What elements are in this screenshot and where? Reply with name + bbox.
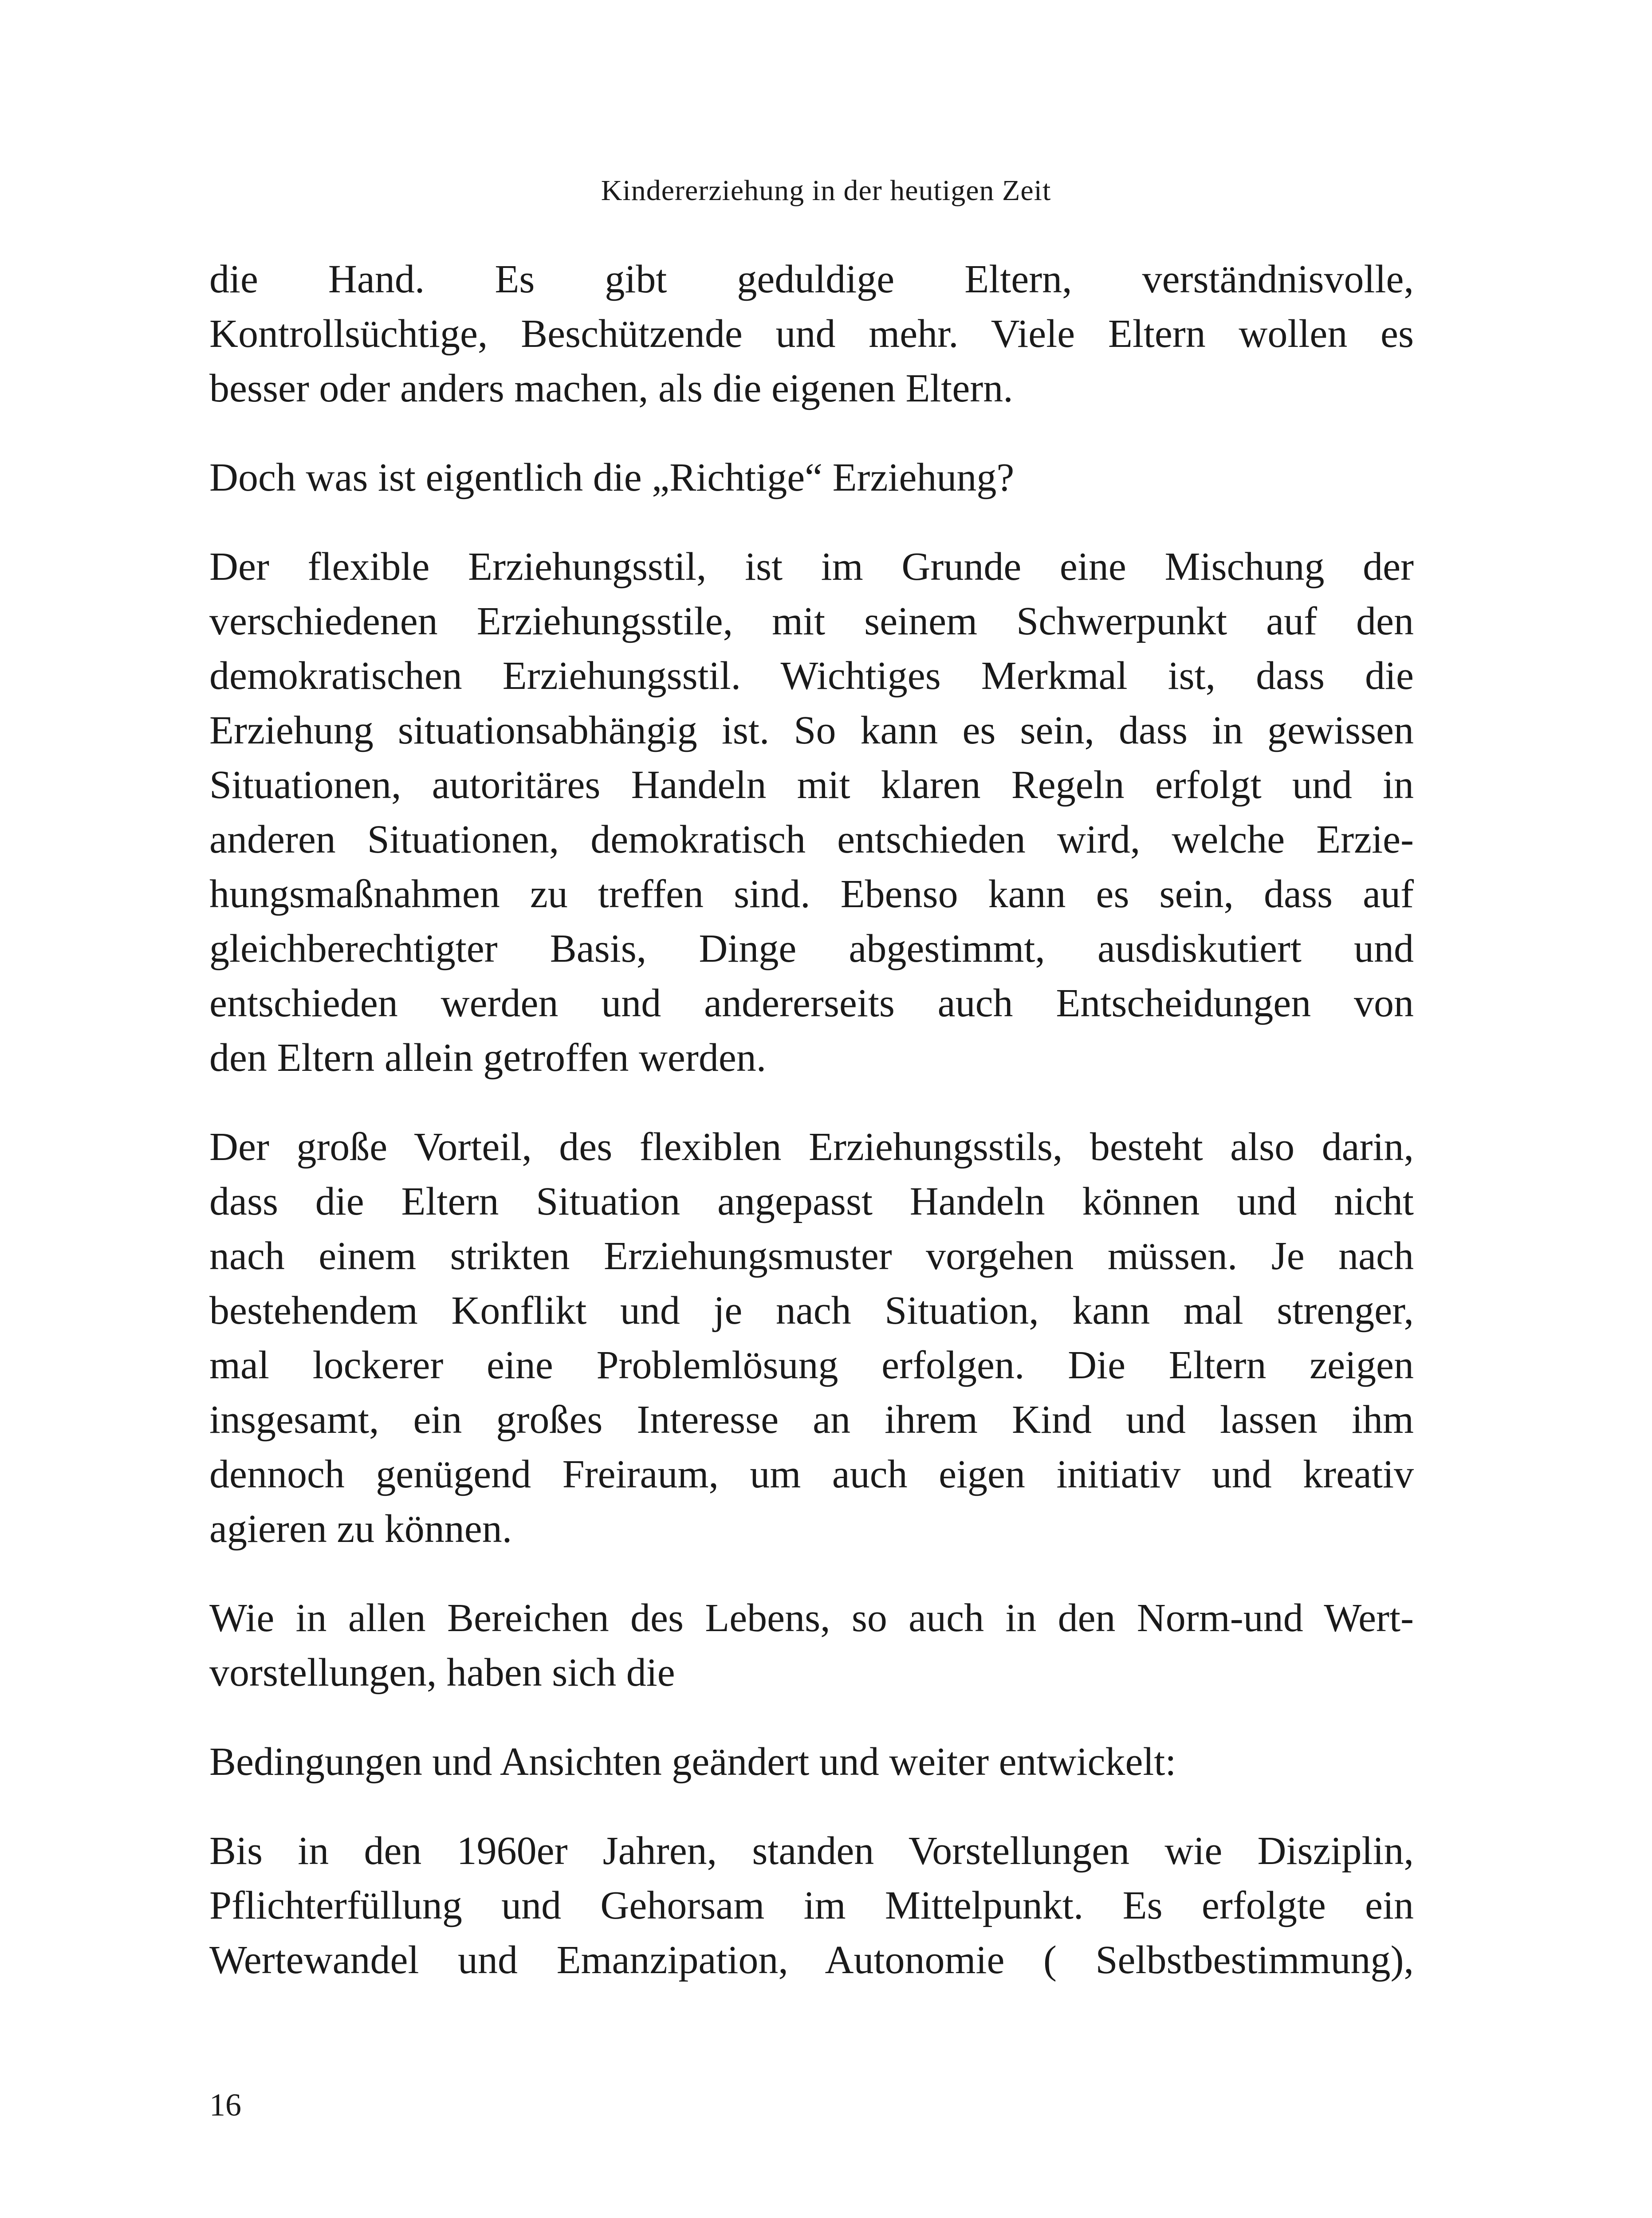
paragraph-7 — [209, 1824, 1414, 1987]
page-number: 16 — [209, 2087, 241, 2123]
paragraph-4 — [209, 1120, 1414, 1556]
text-line: demokratischen Erziehungsstil. Wichtiges Merkmal ist, dass die — [209, 654, 1414, 698]
running-head-title: Kindererziehung in der heutigen Zeit — [601, 174, 1051, 207]
text-line: Wie in allen Bereichen des Lebens, so auch in den Norm-und Wert- — [209, 1596, 1414, 1640]
text-line: die Hand. Es gibt geduldige Eltern, verständnisvolle, — [209, 257, 1414, 301]
paragraph-6 — [209, 1734, 1414, 1789]
text-line: Pflichterfüllung und Gehorsam im Mittelpunkt. Es erfolgte ein — [209, 1884, 1414, 1927]
text-line: Situationen, autoritäres Handeln mit klaren Regeln erfolgt und in — [209, 763, 1414, 807]
text-line: Bis in den 1960er Jahren, standen Vorstellungen wie Disziplin, — [209, 1829, 1414, 1873]
text-line: entschieden werden und andererseits auch Entscheidungen von — [209, 981, 1414, 1025]
text-line: agieren zu können. — [209, 1507, 512, 1551]
body-text — [209, 252, 1414, 2022]
paragraph-3 — [209, 539, 1414, 1085]
text-line: besser oder anders machen, als die eigenen Eltern. — [209, 366, 1013, 410]
text-line: verschiedenen Erziehungsstile, mit seinem Schwerpunkt auf den — [209, 599, 1414, 643]
text-line: hungsmaßnahmen zu treffen sind. Ebenso kann es sein, dass auf — [209, 872, 1414, 916]
text-line: vorstellungen, haben sich die — [209, 1651, 675, 1695]
text-line: Doch was ist eigentlich die „Richtige“ Erziehung? — [209, 456, 1015, 499]
text-line: gleichberechtigter Basis, Dinge abgestimmt, ausdiskutiert und — [209, 927, 1414, 971]
text-line: den Eltern allein getroffen werden. — [209, 1036, 767, 1080]
text-line: Kontrollsüchtige, Beschützende und mehr. Viele Eltern wollen es — [209, 312, 1414, 356]
text-line: Erziehung situationsabhängig ist. So kann es sein, dass in gewissen — [209, 708, 1414, 752]
text-line: nach einem strikten Erziehungsmuster vorgehen müssen. Je nach — [209, 1234, 1414, 1278]
text-line: insgesamt, ein großes Interesse an ihrem Kind und lassen ihm — [209, 1398, 1414, 1442]
text-line: mal lockerer eine Problemlösung erfolgen. Die Eltern zeigen — [209, 1343, 1414, 1387]
text-line: Wertewandel und Emanzipation, Autonomie ( Selbstbestimmung), — [209, 1938, 1414, 1982]
text-line: Bedingungen und Ansichten geändert und weiter entwickelt: — [209, 1740, 1176, 1784]
paragraph-1 — [209, 252, 1414, 416]
text-line: Der große Vorteil, des flexiblen Erziehungsstils, besteht also darin, — [209, 1125, 1414, 1169]
text-line: anderen Situationen, demokratisch entschieden wird, welche Erzie- — [209, 818, 1414, 861]
text-line: dass die Eltern Situation angepasst Handeln können und nicht — [209, 1180, 1414, 1223]
paragraph-2 — [209, 450, 1414, 505]
paragraph-5 — [209, 1591, 1414, 1700]
text-line: bestehendem Konflikt und je nach Situation, kann mal strenger, — [209, 1289, 1414, 1333]
text-line: dennoch genügend Freiraum, um auch eigen initiativ und kreativ — [209, 1452, 1414, 1496]
text-line: Der flexible Erziehungsstil, ist im Grunde eine Mischung der — [209, 545, 1414, 589]
